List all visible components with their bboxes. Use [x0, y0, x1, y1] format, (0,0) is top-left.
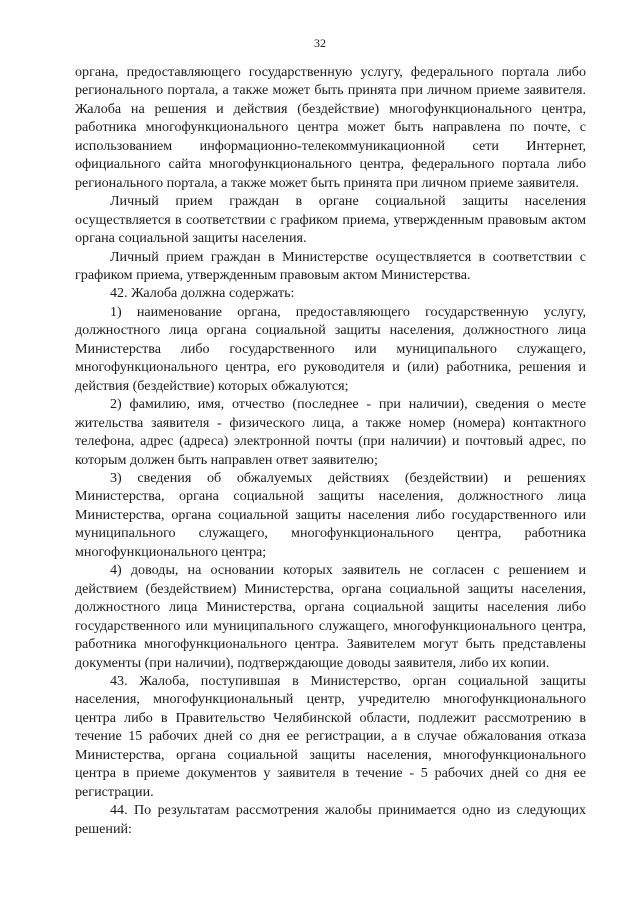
- paragraph-item-42-2: 2) фамилию, имя, отчество (последнее - при наличии), сведения о месте жительства заявителя - физического лица, а также номер (номера) контактного телефона, адрес (адреса) электронной почты (при наличии) и почтовый адрес, по которым должен быть направлен ответ заявителю;: [75, 396, 586, 468]
- paragraph-personal-reception-ministry: Личный прием граждан в Министерстве осуществляется в соответствии с графиком приема, утвержденным правовым актом Министерства.: [75, 248, 586, 283]
- paragraph-item-42-3: 3) сведения об обжалуемых действиях (бездействии) и решениях Министерства, органа социальной защиты населения, должностного лица Министерства, органа социальной защиты населения либо государственного или муниципального служащего, многофункционального центра, работника многофункционального центра;: [75, 469, 586, 560]
- paragraph-complaint-channels: органа, предоставляющего государственную услугу, федерального портала либо регионального портала, а также может быть принята при личном приеме заявителя. Жалоба на решения и действия (бездействие) многофункционального центра, работника многофункционального центра может быть направлена по почте, с использованием информационно-телекоммуникационной сети Интернет, официального сайта многофункционального центра, федерального портала либо регионального портала, а также может быть принята при личном приеме заявителя.: [75, 64, 586, 191]
- paragraph-item-42-1: 1) наименование органа, предоставляющего государственную услугу, должностного лица органа социальной защиты населения, должностного лица Министерства либо государственного или муниципального служащего, многофункционального центра, его руководителя и (или) работника, решения и действия (бездействие) которых обжалуются;: [75, 303, 586, 394]
- page-body: [75, 63, 586, 838]
- paragraph-item-44: 44. По результатам рассмотрения жалобы принимается одно из следующих решений:: [75, 802, 586, 837]
- paragraph-personal-reception-social-protection: Личный прием граждан в органе социальной защиты населения осуществляется в соответствии с графиком приема, утвержденным правовым актом органа социальной защиты населения.: [75, 193, 586, 247]
- paragraph-item-42-4: 4) доводы, на основании которых заявитель не согласен с решением и действием (бездействием) Министерства, органа социальной защиты населения, должностного лица Министерства, органа социальной защиты населения либо государственного или муниципального служащего, многофункционального центра, работника многофункционального центра. Заявителем могут быть представлены документы (при наличии), подтверждающие доводы заявителя, либо их копии.: [75, 562, 586, 671]
- page-number: 32: [314, 36, 326, 50]
- paragraph-item-42-heading: 42. Жалоба должна содержать:: [110, 285, 295, 302]
- paragraph-item-43: 43. Жалоба, поступившая в Министерство, орган социальной защиты населения, многофункциональный центр, учредителю многофункционального центра либо в Правительство Челябинской области, подлежит рассмотрению в течение 15 рабочих дней со дня ее регистрации, а в случае обжалования отказа Министерства, органа социальной защиты населения, многофункционального центра в приеме документов у заявителя в течение - 5 рабочих дней со дня ее регистрации.: [75, 672, 586, 800]
